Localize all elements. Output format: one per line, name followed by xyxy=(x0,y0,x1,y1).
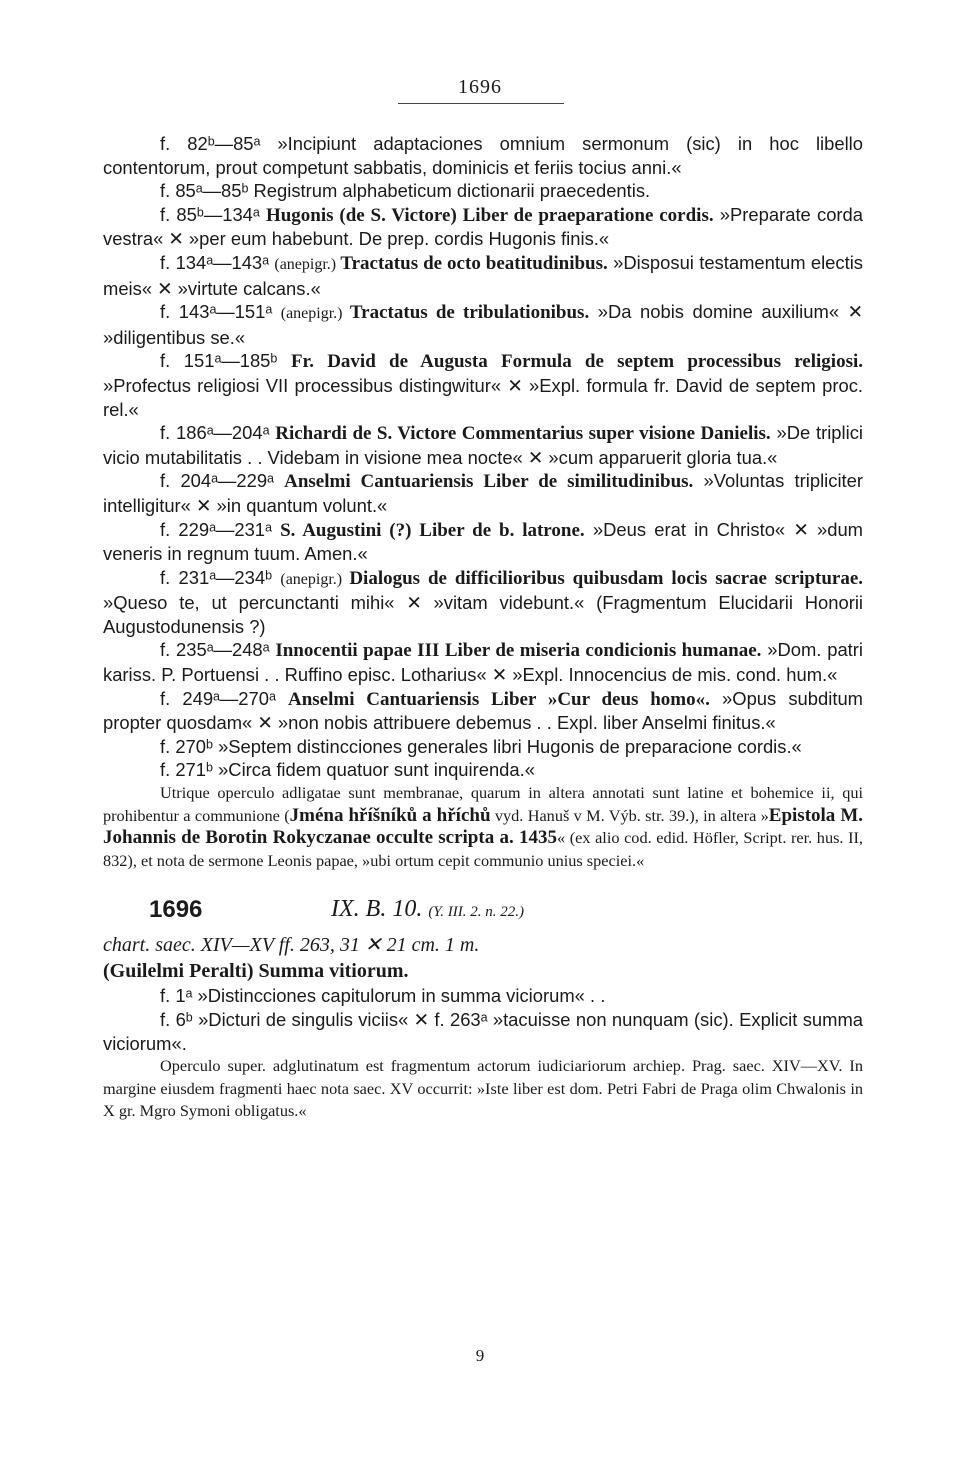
entry-1695-continuation xyxy=(103,132,863,872)
entry-description: chart. saec. XIV—XV ff. 263, 31 ✕ 21 cm. 1 m. xyxy=(103,934,480,957)
incipit-explicit: »Preparate corda vestra« ✕ »per eum habebunt. De prep. cordis Hugonis finis.« xyxy=(103,203,863,250)
note-text: « (ex alio cod. edid. Höfler, Script. rer. hus. II, 832), et nota de sermone Leonis papae, »ubi ortum cepit communio unius speciei.« xyxy=(103,828,863,870)
folio-entry xyxy=(103,566,863,639)
folio-range: f. 134ᵃ—143ᵃ xyxy=(160,251,275,273)
signature: IX. B. 10. xyxy=(331,896,423,923)
folio-entry xyxy=(103,469,863,517)
incipit-explicit: »De triplici vicio mutabilitatis . . Videbam in visione mea nocte« ✕ »cum apparuerit gloria tua.« xyxy=(103,422,863,468)
note-text: vyd. Hanuš v M. Výb. str. 39.), in altera » xyxy=(490,805,769,825)
incipit-explicit: f. 82ᵇ—85ᵃ »Incipiunt adaptaciones omnium sermonum (sic) in hoc libello contentorum, prout competunt sabbatis, dominicis et feriis tocius anni.« xyxy=(103,133,863,178)
folio-entry xyxy=(103,421,863,469)
work-title: Dialogus de difficilioribus quibusdam locis sacrae scripturae. xyxy=(349,567,864,589)
content-line: f. 6ᵇ »Dicturi de singulis viciis« ✕ f. 263ᵃ »tacuisse non nunquam (sic). Explicit summa viciorum«. xyxy=(103,1009,863,1054)
running-head: 1696 xyxy=(458,76,502,98)
entry-1696-header xyxy=(103,898,863,932)
header-rule xyxy=(398,103,564,104)
entry-title: (Guilelmi Peralti) Summa vitiorum. xyxy=(103,960,409,983)
folio-entry xyxy=(103,349,863,421)
page-number: 9 xyxy=(475,1346,485,1365)
alt-signature: (Y. III. 2. n. 22.) xyxy=(428,904,525,921)
binding-note xyxy=(103,782,863,872)
anepigr-note: (anepigr.) xyxy=(274,255,341,273)
incipit-explicit: »Disposui testamentum electis meis« ✕ »virtute calcans.« xyxy=(103,251,863,299)
anepigr-note: (anepigr.) xyxy=(280,570,350,588)
folio-entry xyxy=(103,132,863,179)
folio-range: f. 186ᵃ—204ᵃ xyxy=(160,422,276,444)
folio-entry xyxy=(103,638,863,686)
folio-entry xyxy=(103,518,863,566)
incipit-explicit: f. 270ᵇ »Septem distincciones generales libri Hugonis de preparacione cordis.« xyxy=(160,735,802,757)
folio-range: f. 143ᵃ—151ᵃ xyxy=(160,301,281,323)
work-title: Anselmi Cantuariensis Liber »Cur deus homo«. xyxy=(287,688,710,710)
folio-entry xyxy=(103,300,863,349)
bold-title: Epistola M. Johannis de Borotin Rokyczanae occulte scripta a. 1435 xyxy=(103,804,864,849)
anepigr-note: (anepigr.) xyxy=(280,305,350,323)
incipit-explicit: f. 271ᵇ »Circa fidem quatuor sunt inquirenda.« xyxy=(160,759,535,781)
incipit-explicit: »Voluntas tripliciter intelligitur« ✕ »in quantum volunt.« xyxy=(103,470,863,516)
work-title: S. Augustini (?) Liber de b. latrone. xyxy=(280,519,585,541)
work-title: Tractatus de octo beatitudinibus. xyxy=(340,252,608,274)
folio-entry xyxy=(103,203,863,251)
content-line: f. 1ᵃ »Distincciones capitulorum in summa viciorum« . . xyxy=(160,985,606,1007)
incipit-explicit: »Profectus religiosi VII processibus distingwitur« ✕ »Expl. formula fr. David de septem proc. rel.« xyxy=(103,374,863,420)
folio-entry xyxy=(103,735,863,759)
incipit-explicit: »Opus subditum propter quosdam« ✕ »non nobis attribuere debemus . . Expl. liber Anselmi finitus.« xyxy=(103,687,863,734)
folio-range: f. 229ᵃ—231ᵃ xyxy=(160,518,281,540)
incipit-explicit: »Deus erat in Christo« ✕ »dum veneris in regnum tuum. Amen.« xyxy=(103,518,863,565)
work-title: Hugonis (de S. Victore) Liber de praeparatione cordis. xyxy=(265,204,714,226)
work-title: Richardi de S. Victore Commentarius super visione Danielis. xyxy=(275,423,771,445)
incipit-explicit: »Queso te, ut percunctanti mihi« ✕ »vitam videbunt.« (Fragmentum Elucidarii Honorii Augustodunensis ?) xyxy=(103,592,863,637)
work-title: Tractatus de tribulationibus. xyxy=(349,302,590,324)
folio-entry xyxy=(103,758,863,782)
folio-range: f. 231ᵃ—234ᵇ xyxy=(160,566,281,588)
work-title: Fr. David de Augusta Formula de septem processibus religiosi. xyxy=(290,351,863,373)
note-text: Utrique operculo adligatae sunt membranae, quarum in altera annotati sunt latine et bohemice ii, qui prohibentur a communione ( xyxy=(103,783,863,825)
work-title: Anselmi Cantuariensis Liber de similitudinibus. xyxy=(284,471,694,493)
folio-range: f. 249ᵃ—270ᵃ xyxy=(160,687,288,709)
incipit-explicit: »Da nobis domine auxilium« ✕ »diligentibus se.« xyxy=(103,301,863,348)
folio-entry xyxy=(103,179,863,203)
work-title: Innocentii papae III Liber de miseria condicionis humanae. xyxy=(275,640,762,662)
folio-entry xyxy=(103,687,863,735)
incipit-explicit: f. 85ᵃ—85ᵇ Registrum alphabeticum dictionarii praecedentis. xyxy=(160,180,651,202)
folio-range: f. 151ᵃ—185ᵇ xyxy=(160,350,291,372)
folio-range: f. 204ᵃ—229ᵃ xyxy=(160,470,285,492)
shelf-signature xyxy=(331,898,524,925)
folio-entry xyxy=(103,251,863,300)
incipit-explicit: »Dom. patri kariss. P. Portuensi . . Ruffino episc. Lotharius« ✕ »Expl. Innocencius de mis. cond. hum.« xyxy=(103,639,863,686)
entry-note: Operculo super. adglutinatum est fragmentum actorum iudiciariorum archiep. Prag. saec. XIV—XV. In margine eiusdem fragmenti haec nota saec. XV occurrit: »Iste liber est dom. Petri Fabri de Praga olim Chwalonis in X gr. Mgro Symoni obligatus.« xyxy=(103,1056,863,1121)
bold-title: Jména hříšníků a hříchů xyxy=(289,804,491,826)
entry-number: 1696 xyxy=(149,896,203,924)
catalog-text xyxy=(103,132,863,1123)
folio-range: f. 235ᵃ—248ᵃ xyxy=(160,639,276,661)
folio-range: f. 85ᵇ—134ᵃ xyxy=(160,203,266,225)
